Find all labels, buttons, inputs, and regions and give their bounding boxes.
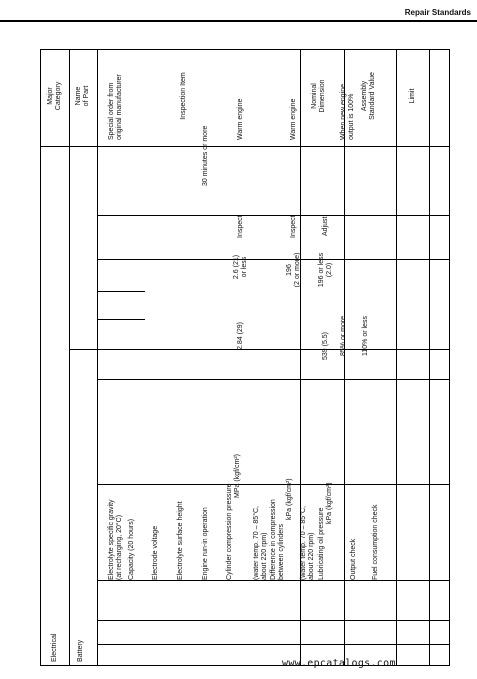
row-item-electrode-voltage: Electrode voltage bbox=[152, 525, 159, 580]
row-assembly-2-84: 2.84 (29) bbox=[237, 321, 244, 350]
row-item-compression-difference-conditions: (water temp. 70 – 85°C, about 220 rpm) bbox=[300, 506, 315, 580]
comment-new-engine-output: When new engine output is 100% bbox=[340, 83, 355, 140]
row-repair-adjust: Adjust bbox=[322, 216, 329, 236]
page-header-title: Repair Standards bbox=[404, 8, 471, 17]
row-comment-warm-engine-2: Warm engine bbox=[290, 98, 297, 140]
header-assembly-standard: Assembly Standard Value bbox=[361, 72, 376, 120]
header-inspection-item: Inspection Item bbox=[180, 72, 187, 120]
row-item-electrolyte-height: Electrolyte surface height bbox=[177, 501, 184, 580]
category-electrical: Electrical bbox=[51, 633, 58, 662]
row-item-lubricating-oil: Lubricating oil pressure kPa (kgf/cm²) bbox=[318, 482, 333, 580]
header-name-of-part: Name of Part bbox=[75, 85, 90, 107]
header-nominal-dimension: Nominal Dimension bbox=[311, 79, 326, 113]
row-limit-196: 196 (2 or more) bbox=[286, 252, 301, 288]
row-assembly-85-percent: 85% or more bbox=[340, 315, 347, 356]
comment-special-order: Special order from original manufacturer bbox=[108, 74, 123, 140]
row-limit-196-or-less: 196 or less (2.0) bbox=[318, 252, 333, 288]
row-item-compression-difference: Difference in compression between cylinders kPa (kgf/cm²) bbox=[270, 478, 293, 580]
header-major-category: Major Category bbox=[47, 81, 62, 111]
part-battery: Battery bbox=[77, 639, 84, 662]
header-limit: Limit bbox=[409, 88, 416, 104]
row-comment-warm-engine-1: Warm engine bbox=[237, 98, 244, 140]
row-repair-inspect-1: Inspect bbox=[237, 215, 244, 238]
row-item-cylinder-compression: Cylinder compression pressure MPa (kgf/cm²) bbox=[226, 454, 241, 580]
row-item-engine-run-in: Engine run-in operation bbox=[202, 507, 209, 580]
row-assembly-539: 539 (5.5) bbox=[322, 331, 329, 360]
row-item-fuel-consumption: Fuel consumption check bbox=[372, 504, 379, 580]
row-item-cylinder-compression-conditions: (water temp. 70 – 85°C, about 220 rpm) bbox=[253, 506, 268, 580]
row-item-capacity: Capacity (20 hours) bbox=[128, 518, 135, 580]
row-repair-30-minutes: 30 minutes or more bbox=[202, 125, 209, 186]
row-item-output-check: Output check bbox=[350, 538, 357, 580]
row-limit-2-6: 2.6 (21) or less bbox=[233, 254, 248, 280]
footer-url: www.epcatalogs.com bbox=[282, 658, 396, 669]
row-item-electrolyte-gravity: Electrolyte specific gravity (at recharging, 20°C) bbox=[108, 499, 123, 580]
row-repair-inspect-2: Inspect bbox=[290, 215, 297, 238]
row-assembly-110-percent: 110% or less bbox=[362, 316, 369, 356]
